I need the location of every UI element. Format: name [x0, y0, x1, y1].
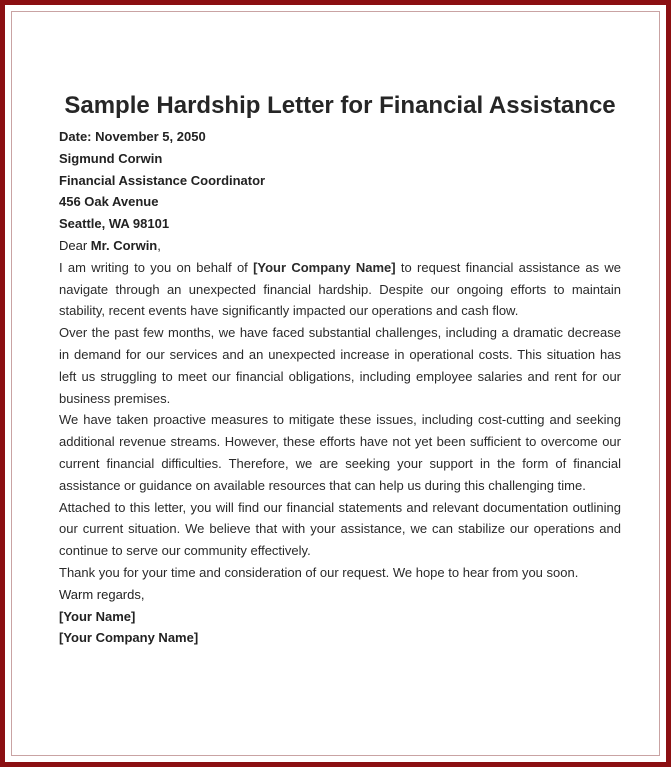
recipient-name: Sigmund Corwin: [59, 150, 163, 166]
salutation: [59, 235, 621, 257]
sender-name: [Your Name]: [59, 608, 136, 624]
paragraph-5: Thank you for your time and consideration of our request. We hope to hear from you soon.: [59, 564, 579, 580]
paragraph-2: Over the past few months, we have faced substantial challenges, including a dramatic decrease in demand for our services and an unexpected increase in operational costs. This situation has left us struggling to meet our financial obligations, including employee salaries and rent for our business premises.: [59, 325, 621, 406]
paragraph-1-start: I am writing to you on behalf of: [59, 259, 254, 275]
letter-title: Sample Hardship Letter for Financial Assistance: [64, 92, 616, 119]
paragraph-1-end: to request financial assistance as we navigate through an unexpected financial hardship. Despite our ongoing efforts to maintain stability, recent events have significantly impacted our operations and cash flow.: [59, 259, 622, 319]
letter-body: [59, 91, 621, 649]
letter-date: Date: November 5, 2050: [59, 129, 206, 144]
sender-company: [Your Company Name]: [59, 630, 199, 646]
company-placeholder: [Your Company Name]: [253, 259, 396, 275]
paragraph-3: We have taken proactive measures to mitigate these issues, including cost-cutting and seeking additional revenue streams. However, these efforts have not yet been sufficient to overcome our current financial difficulties. Therefore, we are seeking your support in the form of financial assistance or guidance on available resources that can help us during this challenging time.: [59, 412, 621, 493]
recipient-street: 456 Oak Avenue: [59, 194, 159, 210]
closing: Warm regards,: [59, 586, 145, 602]
salutation-suffix: ,: [157, 237, 161, 253]
paragraph-4: Attached to this letter, you will find our financial statements and relevant documentation outlining our current situation. We believe that with your assistance, we can stabilize our operations and continue to serve our community effectively.: [59, 499, 621, 559]
salutation-prefix: Dear: [59, 237, 91, 253]
recipient-position: Financial Assistance Coordinator: [59, 172, 266, 188]
paragraph-1: [59, 257, 621, 322]
salutation-name: Mr. Corwin: [90, 237, 158, 253]
recipient-city: Seattle, WA 98101: [59, 216, 170, 232]
